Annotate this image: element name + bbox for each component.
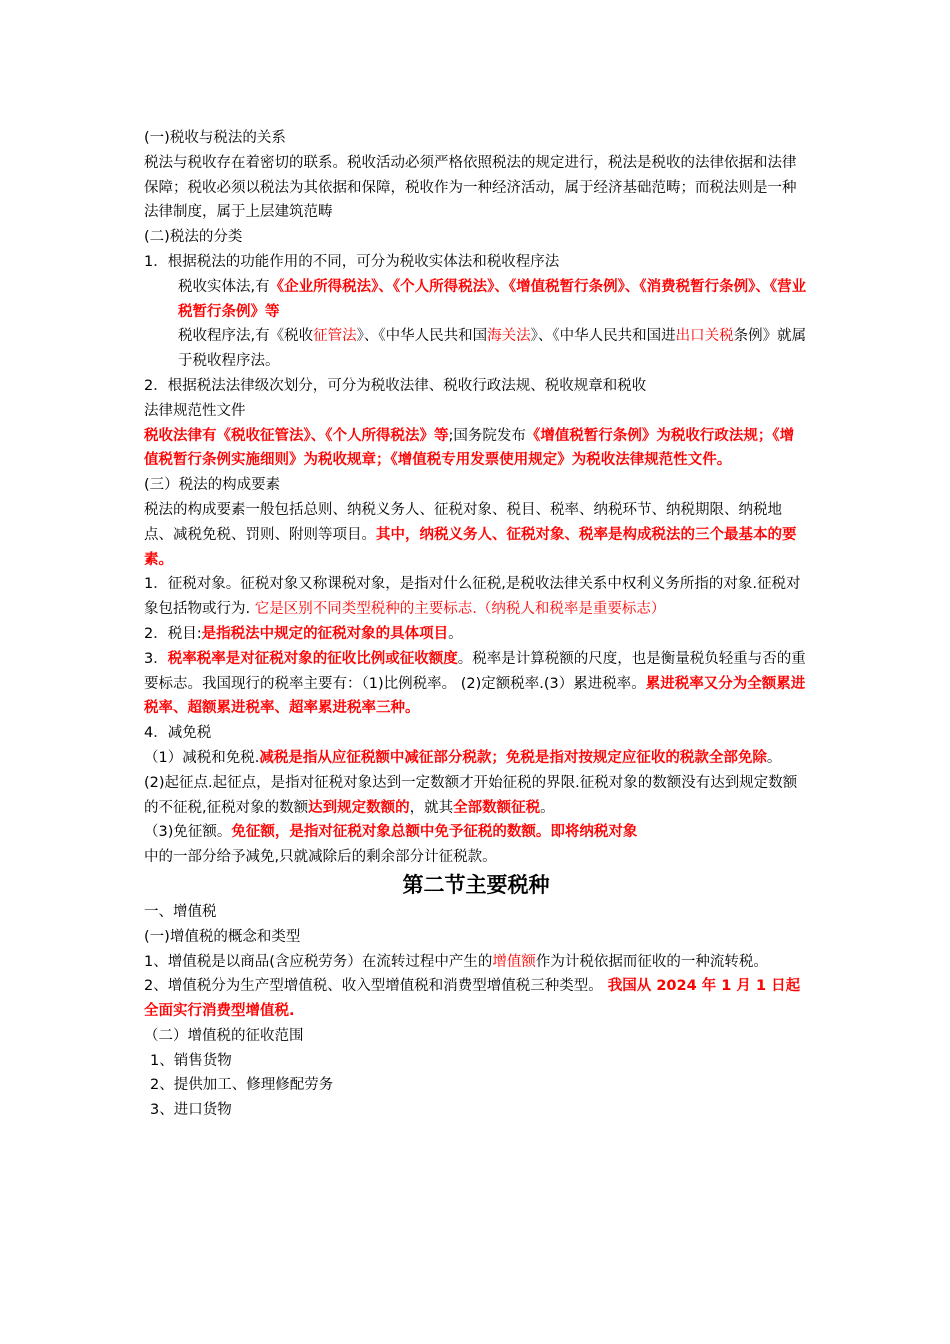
heading-vat-concept: (一)增值税的概念和类型 [144,928,301,945]
text-procedural-g: 条例》就属于税收程序法。 [178,328,807,370]
text-c2a: 2、增值税分为生产型增值税、收入型增值税和消费型增值税三种类型。 [144,978,603,995]
paragraph-procedural-law [144,324,808,374]
heading-vat: 一、增值税 [144,903,217,920]
text-e4-1a: （1）减税和免税. [144,749,260,766]
item-tax-item [144,622,808,647]
text-e1b: 它是区别不同类型税种的主要标志.（纳税人和税率是重要标志） [250,601,666,618]
section-heading-tax-and-tax-law: (一)税收与税法的关系 [144,130,286,146]
paragraph-law-levels [144,424,808,474]
text-e2a: 2．税目: [144,625,202,642]
text-e4-3b: 免征额，是指对征税对象总额中免予征税的数额。即将纳税对象 [231,824,638,841]
item-exemption-amount [144,820,808,845]
paragraph-tax-law-relation: 税法与税收存在着密切的联系。税收活动必须严格依照税法的规定进行，税法是税收的法律依据和法律保障；税收必须以税法为其依据和保障，税收作为一种经济活动，属于经济基础范畴；而税法则是一种法律制度，属于上层建筑范畴 [144,154,797,221]
list-item: 1、销售货物 [150,1052,232,1069]
text-levels-a: 税收法律有《税收征管法》、《个人所得税法》等 [144,427,449,444]
list-item: 3、进口货物 [150,1102,232,1119]
text-e4-2c: ，就其 [409,799,454,816]
text-procedural-f: 出口关税 [675,328,734,345]
text-e4-2e: 。 [540,799,555,816]
text-e4-2a: (2)起征点.起征点，是指对征税对象达到一定数额才开始征税的界限.征税对象的数额没有达到规定数额的不征税,征税对象的数额 [144,774,798,816]
text-e3b: 税率税率是对征税对象的征收比例或征收额度 [167,650,458,667]
item-tax-object [144,572,808,622]
chapter-title-main-taxes: 第二节主要税种 [402,872,550,897]
paragraph-elements-intro [144,498,808,572]
text-e3a: 3． [144,650,168,667]
item-tax-reduction: 4．减免税 [144,725,212,742]
list-item: 2、提供加工、修理修配劳务 [150,1077,334,1094]
text-procedural-c: 》、《中华人民共和国 [356,328,488,345]
paragraph-vat-definition [144,950,808,975]
item-threshold [144,771,808,821]
text-c1a: 1、增值税是以商品(含应税劳务）在流转过程中产生的 [144,953,493,970]
text-e4-2d: 全部数额征税 [453,799,541,816]
item-classification-by-level: 2．根据税法法律级次划分，可分为税收法律、税收行政法规、税收规章和税收 [144,377,647,394]
text-e3d: 累进税率又分为全额累进税率、超额累进税率、超率累进税率三种。 [144,675,806,717]
heading-vat-scope: （二）增值税的征收范围 [144,1027,304,1044]
item-tax-rate [144,647,808,721]
text-procedural-d: 海关法 [487,328,531,345]
text-procedural-a: 税收程序法,有《税收 [178,328,314,345]
paragraph-substantive-law [144,275,808,325]
text-substantive-lead: 税收实体法,有 [178,278,270,295]
text-procedural-b: 征管法 [313,328,357,345]
text-e1a: 1．征税对象。征税对象又称课税对象，是指对什么征税,是税收法律关系中权利义务所指的对象.征税对象包括物或行为. [144,576,801,618]
text-levels-b: ;国务院发布 [448,427,526,444]
document-page [144,126,808,1123]
item-classification-by-function: 1．根据税法的功能作用的不同，可分为税收实体法和税收程序法 [144,253,560,270]
text-procedural-e: 》、《中华人民共和国进 [530,328,676,345]
text-e4-3a: （3)免征额。 [144,824,232,841]
text-e3c: 。税率是计算税额的尺度，也是衡量税负轻重与否的重要标志。我国现行的税率主要有：（1)比例税率。 (2)定额税率.(3）累进税率。 [144,650,806,692]
text-e4-2b: 达到规定数额的 [308,799,410,816]
item-exemption-amount-cont: 中的一部分给予减免,只就减除后的剩余部分计征税款。 [144,849,497,866]
item-reduction-exemption [144,746,808,771]
text-c1c: 作为计税依据而征收的一种流转税。 [535,953,768,970]
text-substantive-laws: 《企业所得税法》、《个人所得税法》、《增值税暂行条例》、《消费税暂行条例》、《营业税暂行条例》等 [178,278,807,320]
section-heading-tax-law-elements: (三）税法的构成要素 [144,477,281,494]
section-heading-tax-law-classification: (二)税法的分类 [144,229,243,246]
paragraph-vat-types [144,974,808,1024]
text-c2b: 我国从 2024 年 1 月 1 日起全面实行消费型增值税. [144,978,801,1020]
text-e2b: 是指税法中规定的征税对象的具体项目 [201,625,449,642]
text-e2c: 。 [448,625,463,642]
item-classification-by-level-cont: 法律规范性文件 [144,402,246,419]
text-e4-1b: 减税是指从应征税额中减征部分税款；免税是指对按规定应征收的税款全部免除 [259,749,767,766]
text-elements-intro: 税法的构成要素一般包括总则、纳税义务人、征税对象、税目、税率、纳税环节、纳税期限、纳税地点、减税免税、罚则、附则等项目。 [144,501,782,543]
text-e4-1c: 。 [766,749,782,766]
text-c1b: 增值额 [492,953,536,970]
text-levels-c: 《增值税暂行条例》为税收行政法规；《增值税暂行条例实施细则》为税收规章；《增值税专用发票使用规定》为税收法律规范性文件。 [144,427,795,469]
text-elements-intro-red: 其中，纳税义务人、征税对象、税率是构成税法的三个最基本的要素。 [144,526,797,568]
